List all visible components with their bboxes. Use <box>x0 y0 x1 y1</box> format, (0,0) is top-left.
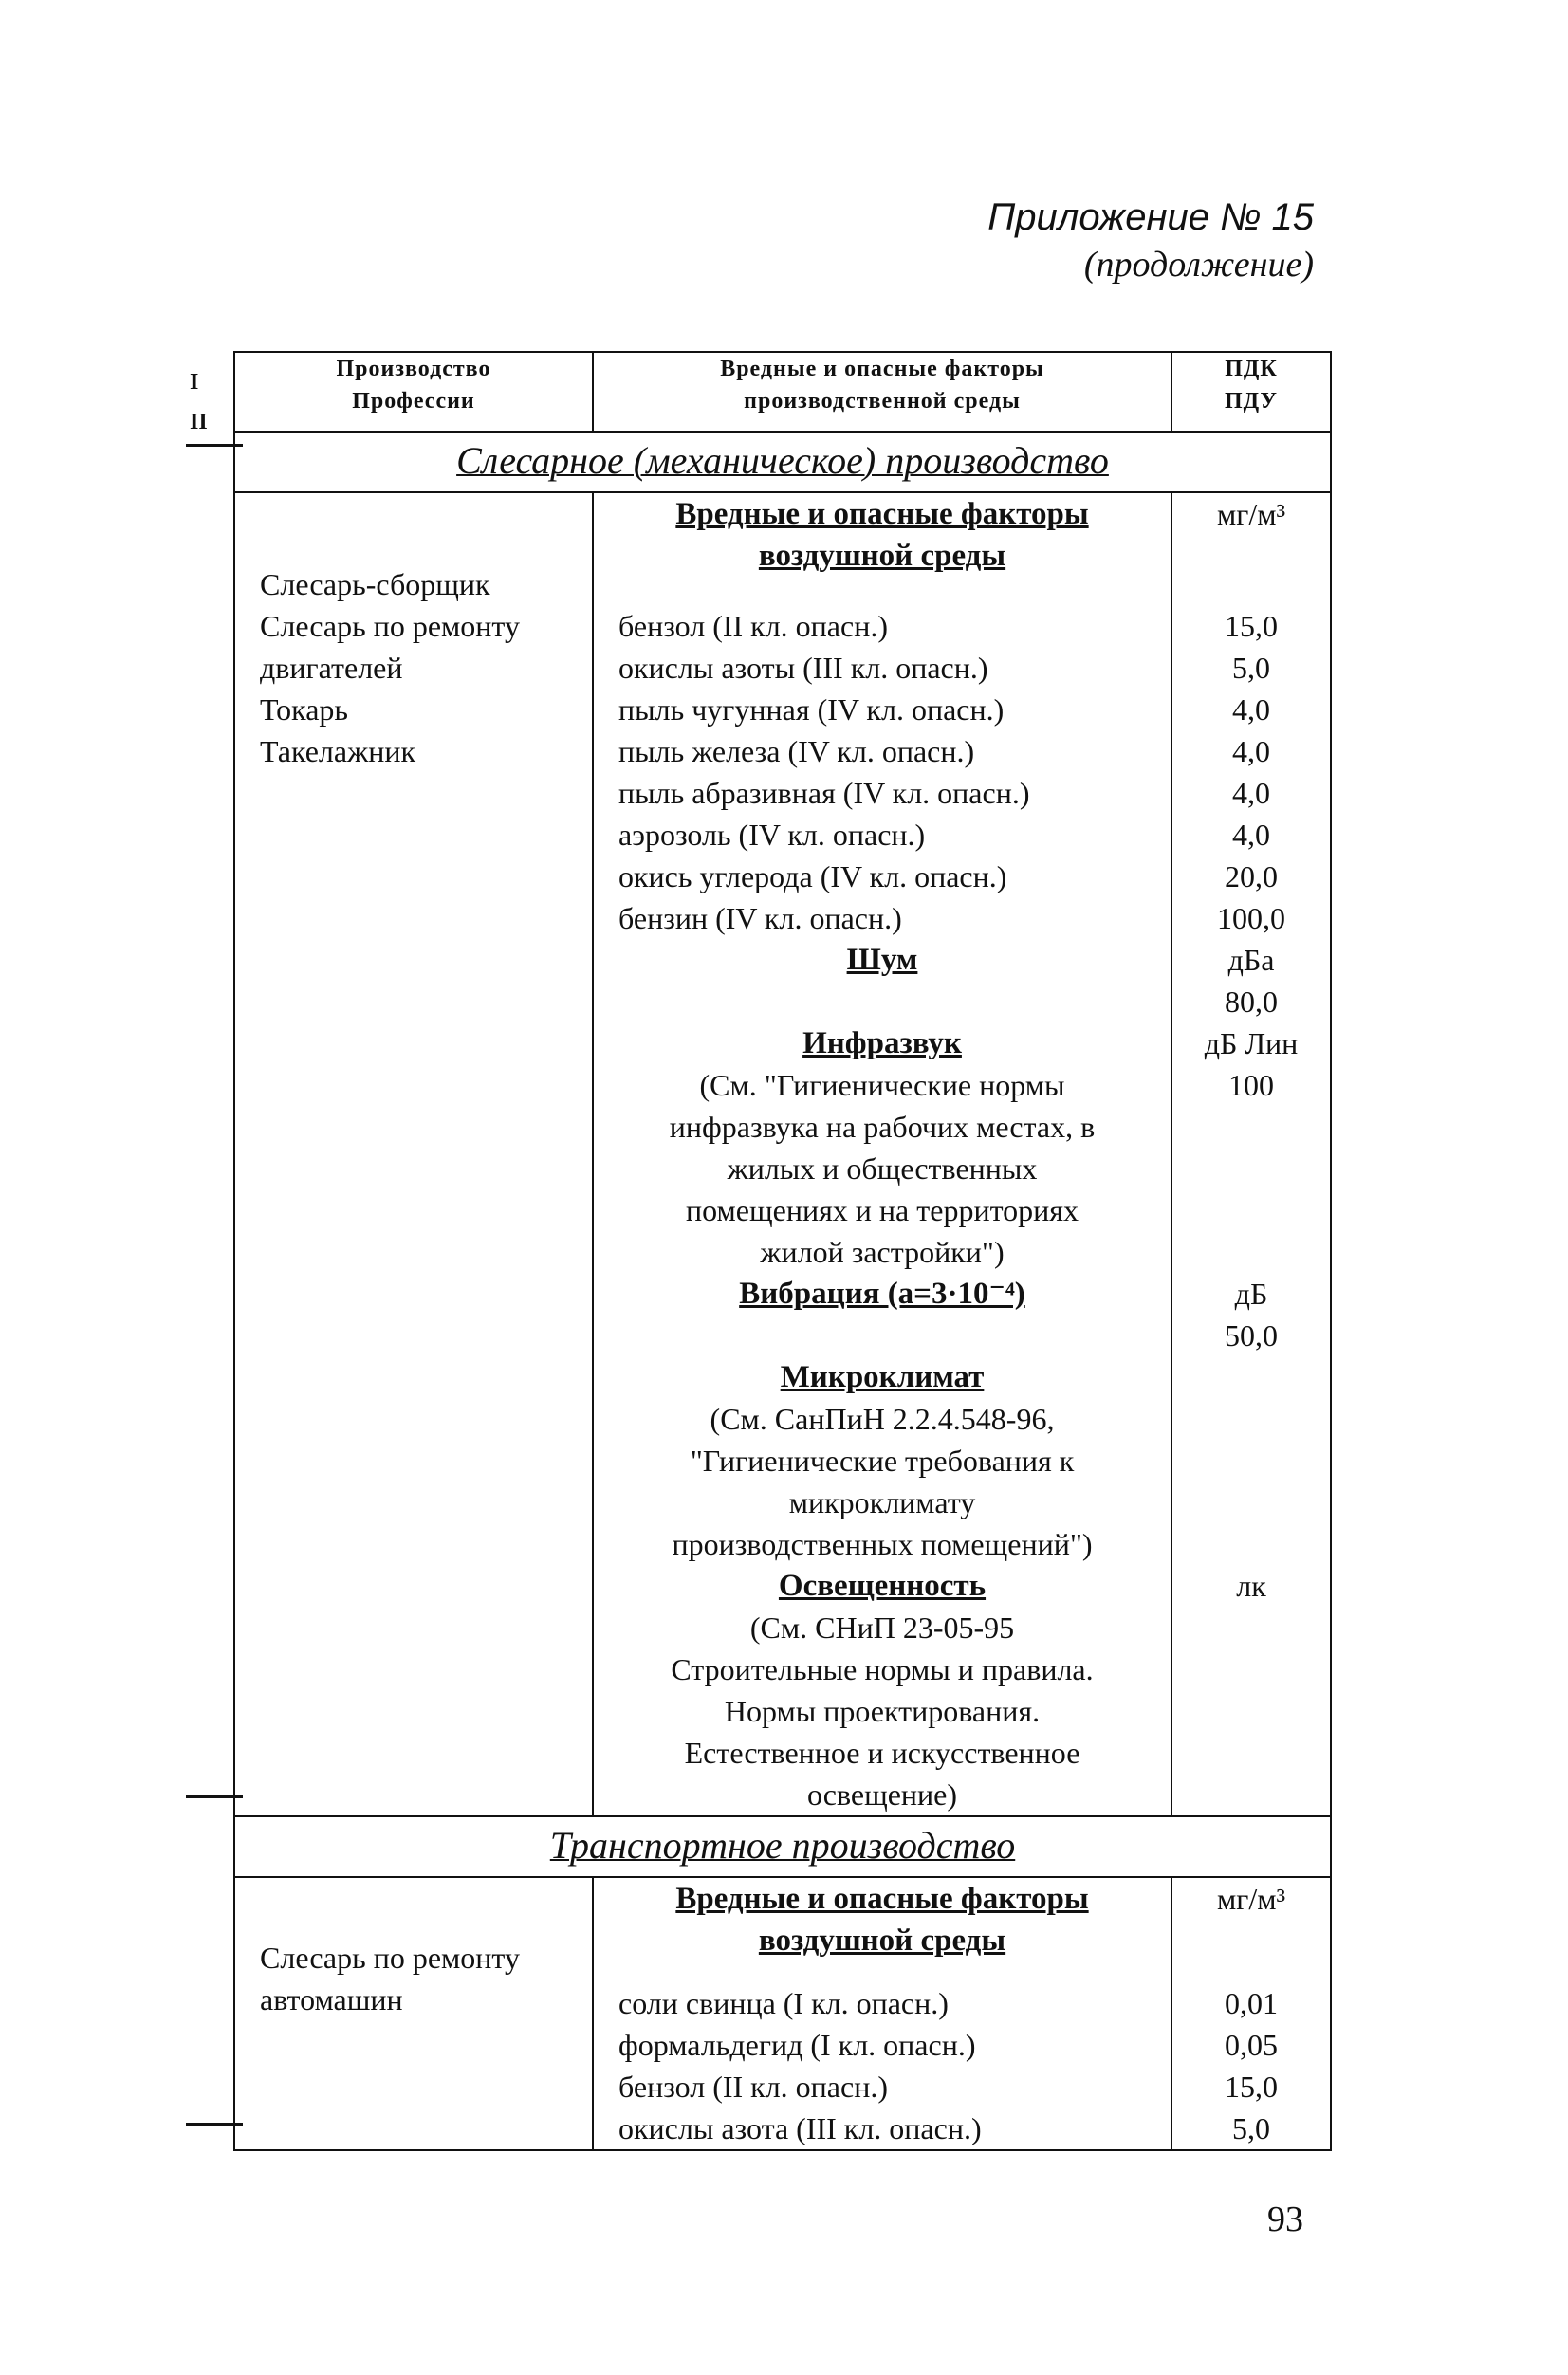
factor-item: окислы азоты (III кл. опасн.) <box>618 651 988 685</box>
illumination-ref: освещение) <box>806 1777 958 1812</box>
limit-value: 15,0 <box>1225 609 1278 643</box>
factor-item: бензин (IV кл. опасн.) <box>618 901 902 935</box>
left-mark: II <box>190 410 208 434</box>
air-factors-heading: Вредные и опасные факторы <box>675 497 1089 531</box>
factor-item: пыль железа (IV кл. опасн.) <box>618 734 975 768</box>
limits-cell <box>1171 492 1331 1816</box>
factors-cell <box>593 1877 1171 2150</box>
limit-value: 5,0 <box>1232 651 1270 685</box>
microclimate-ref: микроклимату <box>788 1485 976 1519</box>
factor-item: пыль абразивная (IV кл. опасн.) <box>618 776 1030 810</box>
illumination-ref: (См. СНиП 23-05-95 <box>749 1611 1015 1645</box>
unit-label: мг/м³ <box>1216 497 1286 531</box>
air-factors-heading: воздушной среды <box>758 1924 1006 1958</box>
microclimate-ref: (См. СанПиН 2.2.4.548-96, <box>710 1402 1055 1436</box>
section-title-cell <box>234 432 1331 492</box>
unit-label: мг/м³ <box>1216 1882 1286 1916</box>
profession-item: Слесарь по ремонту <box>260 1941 520 1975</box>
profession-item: Слесарь по ремонту <box>260 609 520 643</box>
infrasound-ref: инфразвука на рабочих местах, в <box>669 1110 1096 1144</box>
profession-item: Токарь <box>260 692 348 727</box>
microclimate-ref: "Гигиенические требования к <box>690 1444 1075 1478</box>
limits-cell <box>1171 1877 1331 2150</box>
header-text: Профессии <box>352 389 475 414</box>
limit-value: 4,0 <box>1232 818 1270 852</box>
professions-cell <box>234 492 593 1816</box>
microclimate-heading: Микроклимат <box>780 1360 985 1394</box>
infrasound-ref: жилых и общественных <box>727 1151 1038 1186</box>
factor-item: аэрозоль (IV кл. опасн.) <box>618 818 926 852</box>
hazard-table <box>233 351 1332 2151</box>
unit-label: дБ Лин <box>1204 1026 1299 1060</box>
limit-value: 100,0 <box>1217 901 1285 935</box>
limit-value: 5,0 <box>1232 2111 1270 2145</box>
illumination-ref: Нормы проектирования. <box>724 1694 1041 1728</box>
unit-label: дБа <box>1227 943 1275 977</box>
left-mark: I <box>190 370 199 395</box>
profession-item: Такелажник <box>260 734 415 768</box>
air-factors-heading: Вредные и опасные факторы <box>675 1882 1089 1916</box>
infrasound-ref: жилой застройки") <box>760 1235 1005 1269</box>
appendix-continuation: (продолжение) <box>1083 245 1314 285</box>
section-title-cell <box>234 1816 1331 1877</box>
limit-value: 100 <box>1228 1068 1274 1102</box>
profession-item: Слесарь-сборщик <box>260 567 490 601</box>
left-margin-marks <box>190 362 208 442</box>
header-production <box>234 352 593 432</box>
profession-item: автомашин <box>260 1982 403 2016</box>
appendix-title: Приложение № 15 <box>987 196 1314 238</box>
illumination-ref: Строительные нормы и правила. <box>671 1652 1094 1686</box>
professions-cell <box>234 1877 593 2150</box>
header-text: ПДК <box>1225 357 1278 381</box>
vibration-heading: Вибрация (а=3·10⁻⁴) <box>739 1277 1025 1311</box>
header-factors <box>593 352 1171 432</box>
unit-label: лк <box>1236 1569 1266 1603</box>
page-number: 93 <box>1267 2200 1303 2239</box>
header-text: Вредные и опасные факторы <box>720 357 1044 381</box>
unit-label: дБ <box>1234 1277 1268 1311</box>
section-row <box>234 432 1331 492</box>
section-title: Транспортное производство <box>549 1824 1016 1867</box>
limit-value: 15,0 <box>1225 2070 1278 2104</box>
header-text: ПДУ <box>1224 389 1279 414</box>
infrasound-ref: помещениях и на территориях <box>686 1193 1079 1227</box>
table-row <box>234 492 1331 1816</box>
header-text: Производство <box>336 357 491 381</box>
limit-value: 0,01 <box>1225 1986 1278 2020</box>
limit-value: 4,0 <box>1232 776 1270 810</box>
factors-cell <box>593 492 1171 1816</box>
infrasound-heading: Инфразвук <box>802 1026 962 1060</box>
noise-heading: Шум <box>846 943 918 977</box>
limit-value: 80,0 <box>1225 985 1278 1019</box>
table-header-row <box>234 352 1331 432</box>
limit-value: 50,0 <box>1225 1318 1278 1353</box>
profession-item: двигателей <box>260 651 403 685</box>
factor-item: пыль чугунная (IV кл. опасн.) <box>618 692 1005 727</box>
header-limits <box>1171 352 1331 432</box>
table-row <box>234 1877 1331 2150</box>
factor-item: формальдегид (I кл. опасн.) <box>618 2028 976 2062</box>
section-row <box>234 1816 1331 1877</box>
header-text: производственной среды <box>744 389 1021 414</box>
limit-value: 4,0 <box>1232 692 1270 727</box>
limit-value: 0,05 <box>1225 2028 1278 2062</box>
limit-value: 4,0 <box>1232 734 1270 768</box>
appendix-header <box>987 194 1314 289</box>
limit-value: 20,0 <box>1225 859 1278 893</box>
factor-item: бензол (II кл. опасн.) <box>618 609 888 643</box>
factor-item: соли свинца (I кл. опасн.) <box>618 1986 949 2020</box>
section-title: Слесарное (механическое) производство <box>456 439 1109 482</box>
infrasound-ref: (См. "Гигиенические нормы <box>699 1068 1065 1102</box>
factor-item: окись углерода (IV кл. опасн.) <box>618 859 1007 893</box>
microclimate-ref: производственных помещений") <box>672 1527 1093 1561</box>
air-factors-heading: воздушной среды <box>758 539 1006 573</box>
illumination-ref: Естественное и искусственное <box>684 1736 1080 1770</box>
factor-item: бензол (II кл. опасн.) <box>618 2070 888 2104</box>
illumination-heading: Освещенность <box>778 1569 987 1603</box>
factor-item: окислы азота (III кл. опасн.) <box>618 2111 982 2145</box>
